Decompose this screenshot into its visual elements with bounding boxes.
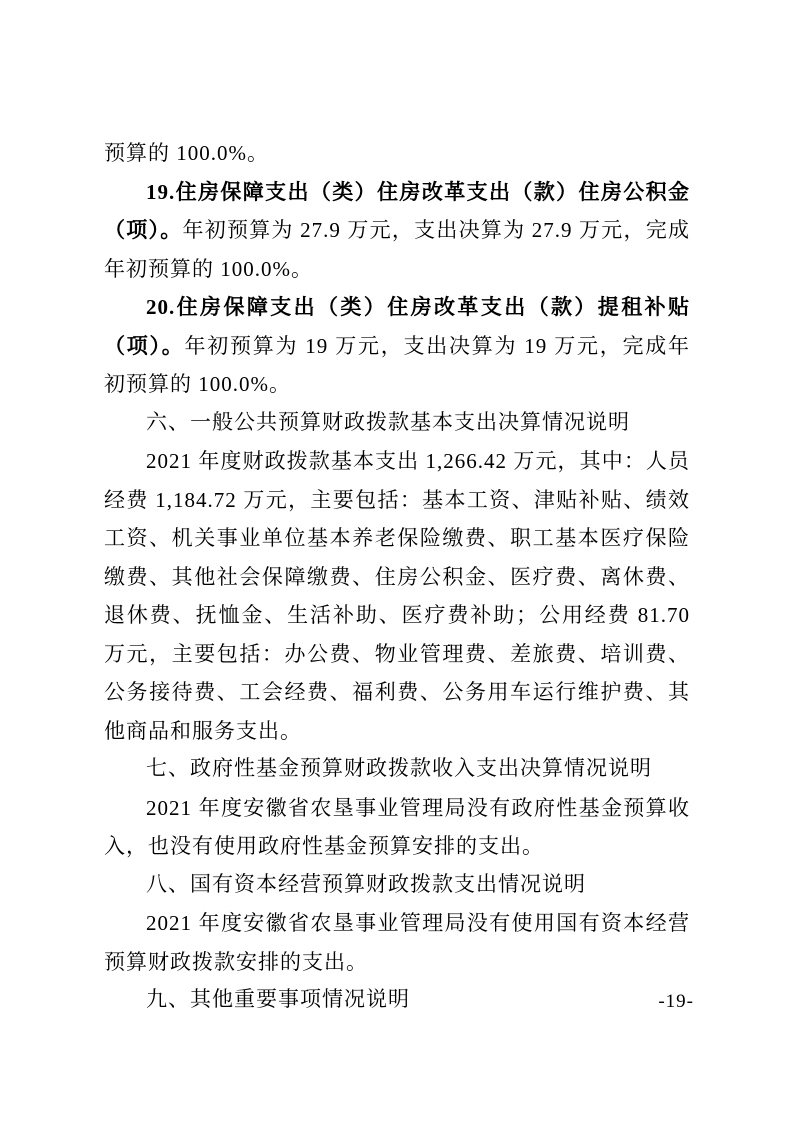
section-government-fund-paragraph: 2021 年度安徽省农垦事业管理局没有政府性基金预算收入，也没有使用政府性基金预算安排的支出。 [104,795,690,858]
section-heading-basic-expenditure: 六、一般公共预算财政拨款基本支出决算情况说明 [146,410,630,434]
budget-item-20-detail: 年初预算为 19 万元，支出决算为 19 万元，完成年初预算的 100.0%。 [104,333,690,396]
budget-item-19 [104,173,690,289]
section-basic-expenditure-paragraph: 2021 年度财政拨款基本支出 1,266.42 万元，其中：人员经费 1,184.72 万元，主要包括：基本工资、津贴补贴、绩效工资、机关事业单位基本养老保险缴费、职工基本医疗保险缴费、其他社会保障缴费、住房公积金、医疗费、离休费、退休费、抚恤金、生活补助、医疗费补助；公用经费 81.70 万元，主要包括：办公费、物业管理费、差旅费、培训费、公务接待费、工会经费、福利费、公务用车运行维护费、其他商品和服务支出。 [104,449,690,743]
paragraph-continuation: 预算的 100.0%。 [104,141,269,165]
section-state-capital-paragraph: 2021 年度安徽省农垦事业管理局没有使用国有资本经营预算财政拨款安排的支出。 [104,911,690,974]
section-heading-state-capital: 八、国有资本经营预算财政拨款支出情况说明 [146,872,586,896]
budget-item-20 [104,288,690,404]
section-heading-other-matters: 九、其他重要事项情况说明 [146,988,410,1011]
page-number: -19- [658,991,694,1012]
budget-item-19-detail: 年初预算为 27.9 万元，支出决算为 27.9 万元，完成年初预算的 100.0%。 [104,218,691,281]
budget-item-19-title: 19.住房保障支出（类）住房改革支出（款）住房公积金（项）。 [104,179,690,242]
section-heading-government-fund: 七、政府性基金预算财政拨款收入支出决算情况说明 [146,757,652,780]
budget-item-20-title: 20.住房保障支出（类）住房改革支出（款）提租补贴（项）。 [104,295,690,358]
document-content [104,134,690,1020]
